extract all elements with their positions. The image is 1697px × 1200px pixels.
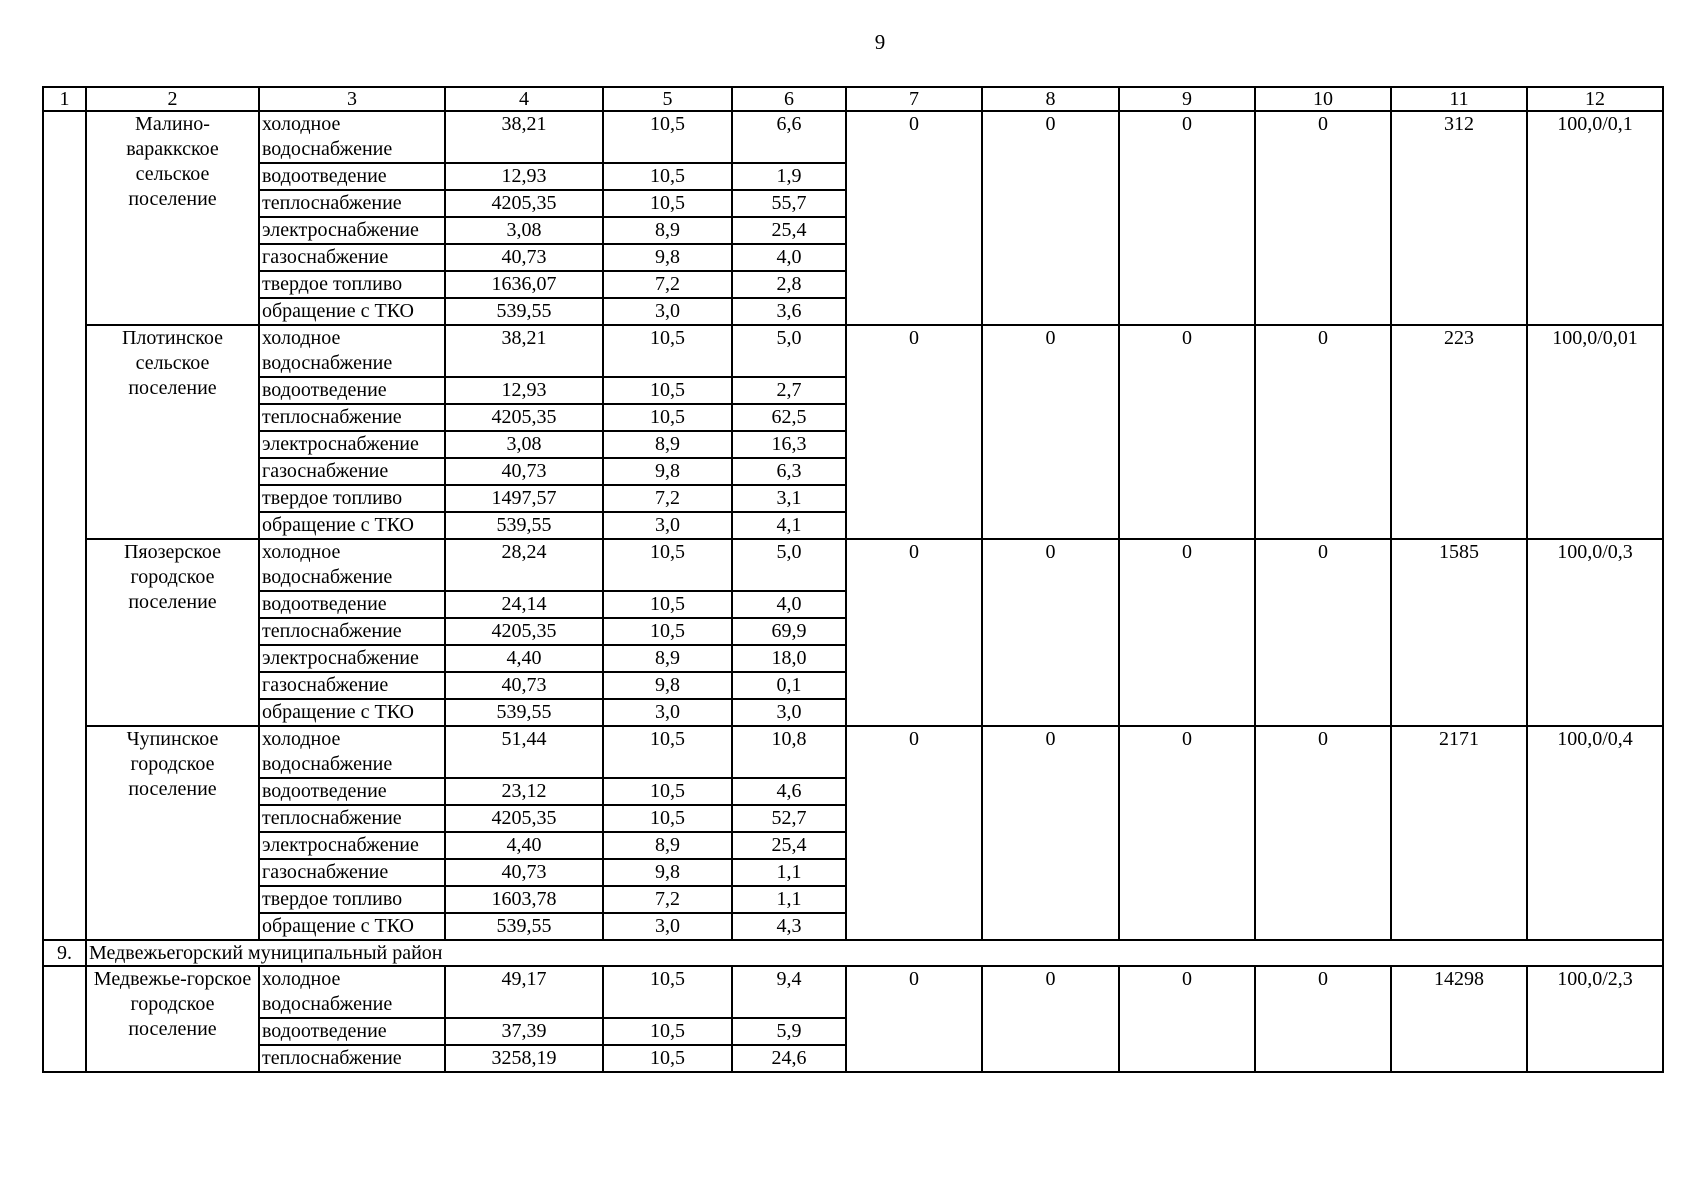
value-cell: 10,5: [603, 404, 732, 431]
value-cell: 3,0: [732, 699, 846, 726]
value-cell: 3,08: [445, 217, 603, 244]
value-cell: 8,9: [603, 645, 732, 672]
table-row: [43, 966, 1663, 1018]
settlement-name: Малино-вараккское сельское поселение: [86, 111, 259, 325]
value-cell: 9,4: [732, 966, 846, 1018]
value-cell: 10,5: [603, 591, 732, 618]
value-cell: 4205,35: [445, 404, 603, 431]
value-cell: 55,7: [732, 190, 846, 217]
value-cell: 10,5: [603, 163, 732, 190]
value-cell: 25,4: [732, 832, 846, 859]
value-cell: 4,0: [732, 591, 846, 618]
service-name: обращение с ТКО: [259, 298, 445, 325]
value-cell: 0: [1255, 325, 1391, 539]
value-cell: 100,0/0,1: [1527, 111, 1663, 325]
value-cell: 10,5: [603, 539, 732, 591]
column-header: 10: [1255, 87, 1391, 111]
settlement-name: Плотинское сельское поселение: [86, 325, 259, 539]
table-row: [43, 726, 1663, 778]
service-name: газоснабжение: [259, 458, 445, 485]
value-cell: 1,1: [732, 859, 846, 886]
value-cell: 2,8: [732, 271, 846, 298]
value-cell: 40,73: [445, 458, 603, 485]
value-cell: 4205,35: [445, 190, 603, 217]
value-cell: 1497,57: [445, 485, 603, 512]
service-name: холодное водоснабжение: [259, 966, 445, 1018]
value-cell: 51,44: [445, 726, 603, 778]
value-cell: 2,7: [732, 377, 846, 404]
service-name: холодное водоснабжение: [259, 111, 445, 163]
service-name: водоотведение: [259, 778, 445, 805]
column-header: 8: [982, 87, 1119, 111]
service-name: твердое топливо: [259, 886, 445, 913]
service-name: водоотведение: [259, 377, 445, 404]
value-cell: 223: [1391, 325, 1527, 539]
value-cell: 9,8: [603, 859, 732, 886]
service-name: электроснабжение: [259, 832, 445, 859]
district-name: Медвежьегорский муниципальный район: [86, 940, 1663, 966]
table-row: [43, 539, 1663, 591]
column-header: 6: [732, 87, 846, 111]
column-header: 12: [1527, 87, 1663, 111]
tariff-table: [42, 86, 1664, 1073]
row-number-cell: [43, 111, 86, 940]
value-cell: 5,0: [732, 325, 846, 377]
value-cell: 8,9: [603, 832, 732, 859]
value-cell: 8,9: [603, 217, 732, 244]
value-cell: 7,2: [603, 886, 732, 913]
value-cell: 3,0: [603, 298, 732, 325]
value-cell: 10,5: [603, 1045, 732, 1072]
value-cell: 10,5: [603, 111, 732, 163]
value-cell: 6,6: [732, 111, 846, 163]
service-name: электроснабжение: [259, 217, 445, 244]
value-cell: 28,24: [445, 539, 603, 591]
value-cell: 40,73: [445, 859, 603, 886]
value-cell: 0: [1119, 539, 1255, 726]
value-cell: 25,4: [732, 217, 846, 244]
value-cell: 3,0: [603, 512, 732, 539]
value-cell: 24,6: [732, 1045, 846, 1072]
value-cell: 0: [846, 539, 982, 726]
value-cell: 12,93: [445, 163, 603, 190]
service-name: обращение с ТКО: [259, 913, 445, 940]
service-name: холодное водоснабжение: [259, 539, 445, 591]
value-cell: 0: [846, 325, 982, 539]
value-cell: 12,93: [445, 377, 603, 404]
service-name: холодное водоснабжение: [259, 726, 445, 778]
value-cell: 312: [1391, 111, 1527, 325]
value-cell: 14298: [1391, 966, 1527, 1072]
service-name: водоотведение: [259, 591, 445, 618]
value-cell: 3258,19: [445, 1045, 603, 1072]
value-cell: 0: [1119, 325, 1255, 539]
value-cell: 8,9: [603, 431, 732, 458]
value-cell: 9,8: [603, 672, 732, 699]
value-cell: 1585: [1391, 539, 1527, 726]
value-cell: 2171: [1391, 726, 1527, 940]
table-row: [43, 111, 1663, 163]
value-cell: 38,21: [445, 325, 603, 377]
value-cell: 4205,35: [445, 805, 603, 832]
value-cell: 10,5: [603, 966, 732, 1018]
service-name: водоотведение: [259, 1018, 445, 1045]
service-name: твердое топливо: [259, 485, 445, 512]
value-cell: 40,73: [445, 244, 603, 271]
value-cell: 4,3: [732, 913, 846, 940]
value-cell: 10,5: [603, 1018, 732, 1045]
value-cell: 0: [982, 966, 1119, 1072]
value-cell: 62,5: [732, 404, 846, 431]
column-header: 3: [259, 87, 445, 111]
value-cell: 38,21: [445, 111, 603, 163]
district-number: 9.: [43, 940, 86, 966]
value-cell: 4,40: [445, 645, 603, 672]
service-name: теплоснабжение: [259, 805, 445, 832]
value-cell: 1603,78: [445, 886, 603, 913]
value-cell: 10,5: [603, 190, 732, 217]
value-cell: 539,55: [445, 298, 603, 325]
value-cell: 10,5: [603, 726, 732, 778]
value-cell: 24,14: [445, 591, 603, 618]
service-name: теплоснабжение: [259, 404, 445, 431]
service-name: обращение с ТКО: [259, 699, 445, 726]
value-cell: 3,08: [445, 431, 603, 458]
value-cell: 40,73: [445, 672, 603, 699]
value-cell: 0: [1255, 539, 1391, 726]
value-cell: 539,55: [445, 512, 603, 539]
value-cell: 16,3: [732, 431, 846, 458]
value-cell: 0: [1255, 111, 1391, 325]
service-name: газоснабжение: [259, 672, 445, 699]
value-cell: 0: [1255, 966, 1391, 1072]
service-name: электроснабжение: [259, 645, 445, 672]
value-cell: 0: [982, 726, 1119, 940]
value-cell: 0: [1119, 111, 1255, 325]
service-name: теплоснабжение: [259, 1045, 445, 1072]
service-name: теплоснабжение: [259, 618, 445, 645]
value-cell: 0: [846, 966, 982, 1072]
value-cell: 49,17: [445, 966, 603, 1018]
value-cell: 1,1: [732, 886, 846, 913]
service-name: электроснабжение: [259, 431, 445, 458]
value-cell: 10,5: [603, 618, 732, 645]
value-cell: 0: [982, 539, 1119, 726]
value-cell: 1636,07: [445, 271, 603, 298]
settlement-name: Чупинское городское поселение: [86, 726, 259, 940]
column-header: 4: [445, 87, 603, 111]
column-header: 7: [846, 87, 982, 111]
value-cell: 0: [1119, 966, 1255, 1072]
value-cell: 4,40: [445, 832, 603, 859]
value-cell: 4,6: [732, 778, 846, 805]
service-name: газоснабжение: [259, 244, 445, 271]
value-cell: 52,7: [732, 805, 846, 832]
value-cell: 3,6: [732, 298, 846, 325]
district-row: [43, 940, 1663, 966]
settlement-name: Пяозерское городское поселение: [86, 539, 259, 726]
service-name: твердое топливо: [259, 271, 445, 298]
column-header: 11: [1391, 87, 1527, 111]
value-cell: 10,5: [603, 805, 732, 832]
service-name: теплоснабжение: [259, 190, 445, 217]
value-cell: 100,0/0,3: [1527, 539, 1663, 726]
value-cell: 0: [1255, 726, 1391, 940]
header-row: [43, 87, 1663, 111]
value-cell: 0: [1119, 726, 1255, 940]
value-cell: 0: [846, 726, 982, 940]
service-name: обращение с ТКО: [259, 512, 445, 539]
value-cell: 7,2: [603, 485, 732, 512]
settlement-name: Медвежье-горское городское поселение: [86, 966, 259, 1072]
value-cell: 100,0/2,3: [1527, 966, 1663, 1072]
value-cell: 4205,35: [445, 618, 603, 645]
value-cell: 539,55: [445, 913, 603, 940]
table-row: [43, 325, 1663, 377]
column-header: 5: [603, 87, 732, 111]
value-cell: 10,8: [732, 726, 846, 778]
value-cell: 9,8: [603, 458, 732, 485]
service-name: газоснабжение: [259, 859, 445, 886]
value-cell: 539,55: [445, 699, 603, 726]
value-cell: 4,1: [732, 512, 846, 539]
value-cell: 69,9: [732, 618, 846, 645]
value-cell: 100,0/0,01: [1527, 325, 1663, 539]
value-cell: 0,1: [732, 672, 846, 699]
value-cell: 3,1: [732, 485, 846, 512]
table-body: [43, 87, 1663, 1072]
value-cell: 6,3: [732, 458, 846, 485]
value-cell: 5,9: [732, 1018, 846, 1045]
value-cell: 3,0: [603, 699, 732, 726]
value-cell: 0: [982, 111, 1119, 325]
column-header: 1: [43, 87, 86, 111]
service-name: холодное водоснабжение: [259, 325, 445, 377]
value-cell: 1,9: [732, 163, 846, 190]
value-cell: 10,5: [603, 325, 732, 377]
value-cell: 9,8: [603, 244, 732, 271]
value-cell: 10,5: [603, 778, 732, 805]
column-header: 2: [86, 87, 259, 111]
value-cell: 37,39: [445, 1018, 603, 1045]
value-cell: 0: [846, 111, 982, 325]
value-cell: 10,5: [603, 377, 732, 404]
value-cell: 0: [982, 325, 1119, 539]
page-number: 9: [874, 30, 886, 54]
value-cell: 4,0: [732, 244, 846, 271]
row-number-cell: [43, 966, 86, 1072]
value-cell: 3,0: [603, 913, 732, 940]
service-name: водоотведение: [259, 163, 445, 190]
value-cell: 18,0: [732, 645, 846, 672]
value-cell: 5,0: [732, 539, 846, 591]
value-cell: 100,0/0,4: [1527, 726, 1663, 940]
value-cell: 7,2: [603, 271, 732, 298]
value-cell: 23,12: [445, 778, 603, 805]
column-header: 9: [1119, 87, 1255, 111]
